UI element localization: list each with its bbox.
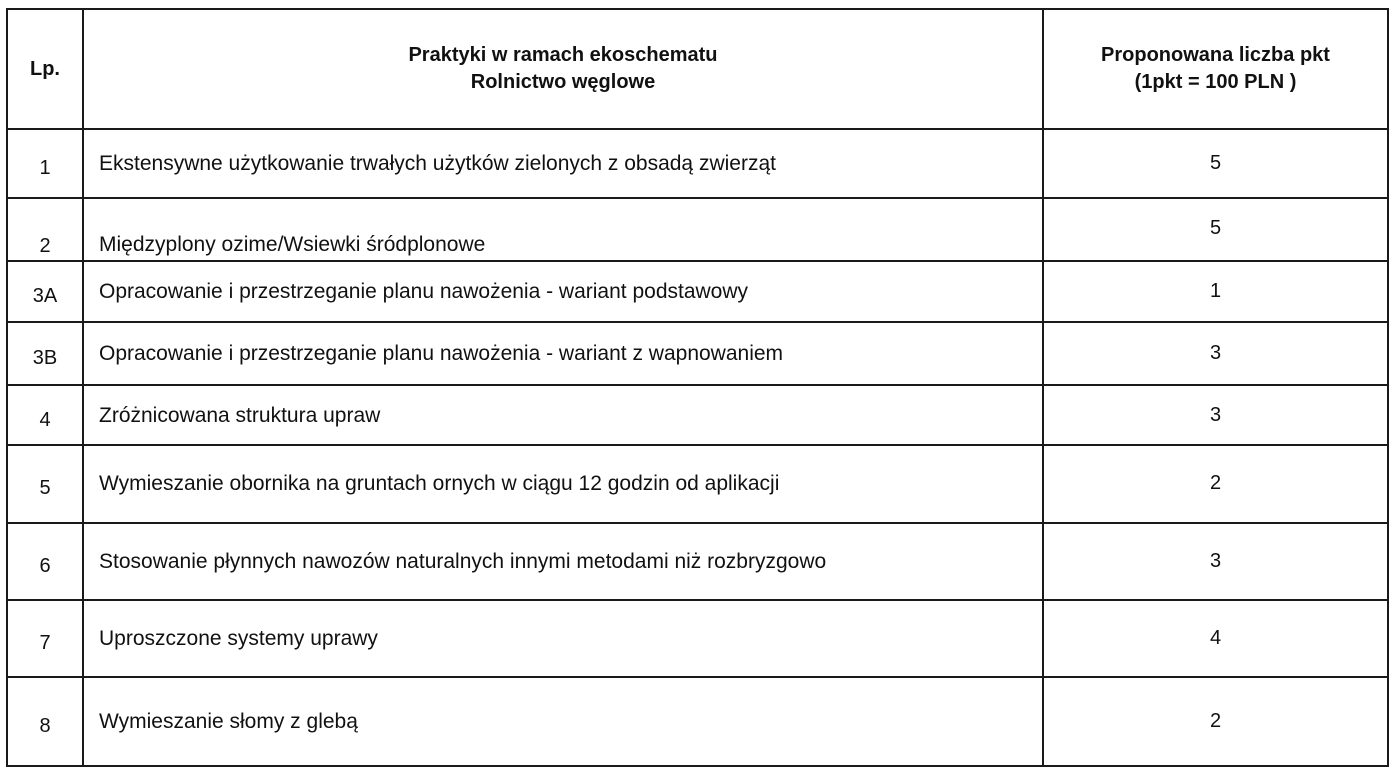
table-row	[7, 600, 1388, 677]
table-row	[7, 129, 1388, 198]
header-practice-line1: Praktyki w ramach ekoschematu	[408, 44, 718, 66]
cell-lp: 5	[7, 445, 83, 522]
cell-practice: Wymieszanie słomy z glebą	[83, 677, 1043, 766]
cell-lp: 2	[7, 198, 83, 261]
table-row	[7, 322, 1388, 385]
cell-practice: Międzyplony ozime/Wsiewki śródplonowe	[83, 198, 1043, 261]
cell-points: 3	[1043, 322, 1388, 385]
cell-points: 5	[1043, 129, 1388, 198]
cell-practice: Wymieszanie obornika na gruntach ornych w ciągu 12 godzin od aplikacji	[83, 445, 1043, 522]
cell-lp: 3A	[7, 261, 83, 322]
cell-points: 3	[1043, 523, 1388, 600]
table-row	[7, 198, 1388, 261]
cell-points: 3	[1043, 385, 1388, 446]
header-points-line2: (1pkt = 100 PLN )	[1134, 71, 1297, 93]
table-header-row	[7, 9, 1388, 129]
header-points	[1043, 9, 1388, 129]
cell-points: 2	[1043, 677, 1388, 766]
table-row	[7, 523, 1388, 600]
header-lp-label: Lp.	[30, 57, 60, 80]
ecoscheme-table-container	[6, 8, 1387, 767]
cell-practice: Opracowanie i przestrzeganie planu nawożenia - wariant z wapnowaniem	[83, 322, 1043, 385]
header-practice-line2: Rolnictwo węglowe	[470, 71, 656, 93]
header-lp	[7, 9, 83, 129]
cell-practice: Stosowanie płynnych nawozów naturalnych innymi metodami niż rozbryzgowo	[83, 523, 1043, 600]
table-row	[7, 445, 1388, 522]
cell-points: 2	[1043, 445, 1388, 522]
cell-points: 1	[1043, 261, 1388, 322]
cell-lp: 1	[7, 129, 83, 198]
cell-lp: 8	[7, 677, 83, 766]
cell-points: 4	[1043, 600, 1388, 677]
cell-lp: 7	[7, 600, 83, 677]
cell-practice: Uproszczone systemy uprawy	[83, 600, 1043, 677]
cell-points: 5	[1043, 198, 1388, 261]
cell-practice: Zróżnicowana struktura upraw	[83, 385, 1043, 446]
header-practice	[83, 9, 1043, 129]
cell-practice: Opracowanie i przestrzeganie planu nawożenia - wariant podstawowy	[83, 261, 1043, 322]
cell-practice: Ekstensywne użytkowanie trwałych użytków zielonych z obsadą zwierząt	[83, 129, 1043, 198]
ecoscheme-points-table	[6, 8, 1389, 767]
cell-lp: 3B	[7, 322, 83, 385]
table-row	[7, 261, 1388, 322]
cell-lp: 4	[7, 385, 83, 446]
header-points-line1: Proponowana liczba pkt	[1101, 44, 1330, 66]
table-row	[7, 677, 1388, 766]
table-row	[7, 385, 1388, 446]
cell-lp: 6	[7, 523, 83, 600]
